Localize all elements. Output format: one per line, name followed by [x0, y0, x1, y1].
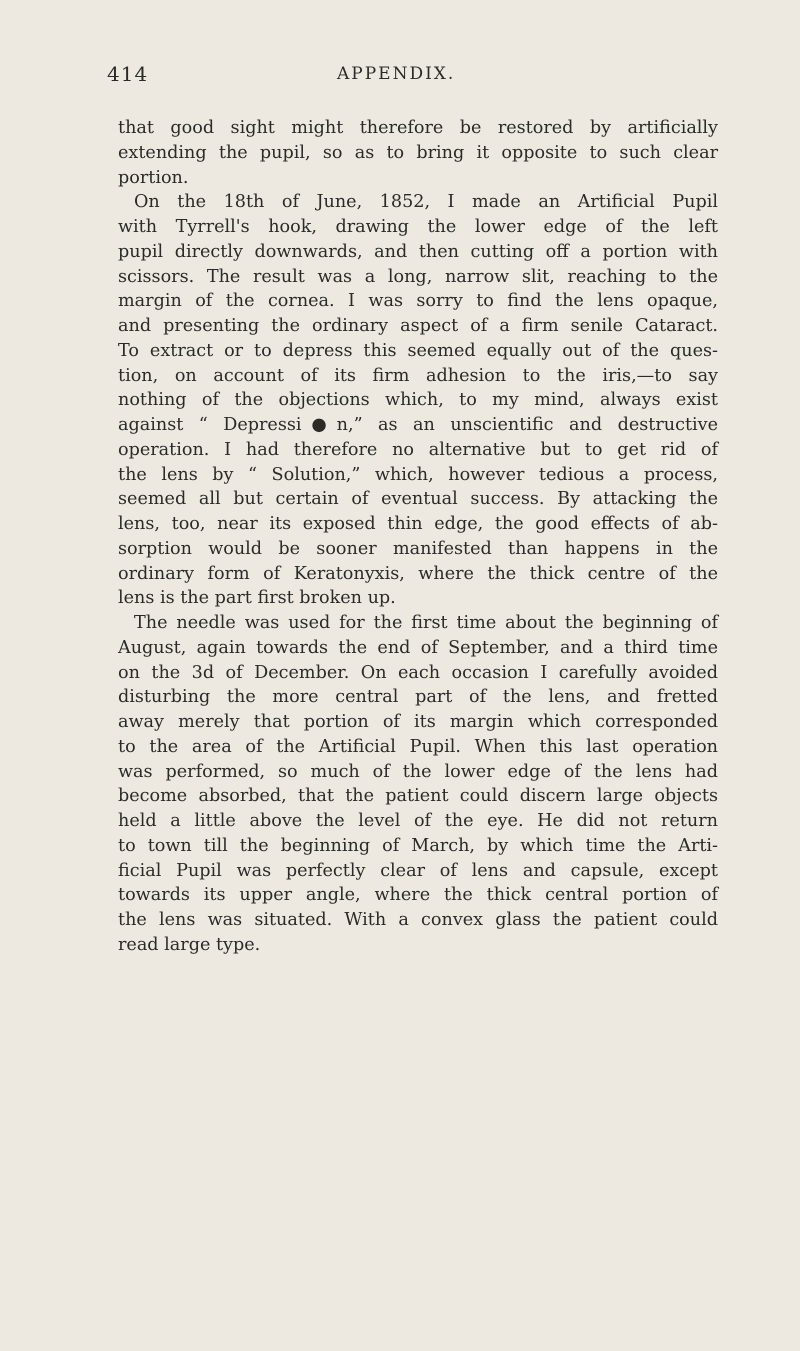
text-line: and presenting the ordinary aspect of a firm senile Cataract.: [118, 316, 718, 336]
running-head: APPENDIX.: [337, 64, 456, 84]
text-line: August, again towards the end of September, and a third time: [118, 637, 718, 658]
text-line: sorption would be sooner manifested than happens in the: [118, 538, 718, 559]
text-line: seemed all but certain of eventual success. By attacking the: [118, 489, 718, 510]
text-line: nothing of the objections which, to my mind, always exist: [118, 390, 718, 411]
text-line: To extract or to depress this seemed equally out of the ques-: [118, 340, 718, 361]
text-line: against “ Depressi●n,” as an unscientific and destructive: [118, 415, 718, 435]
text-line: scissors. The result was a long, narrow slit, reaching to the: [118, 266, 718, 287]
text-line: that good sight might therefore be restored by artificially: [118, 118, 718, 138]
text-line: The needle was used for the first time about the beginning of: [134, 613, 718, 633]
text-line: read large type.: [118, 934, 261, 955]
text-line: on the 3d of December. On each occasion I carefully avoided: [118, 662, 718, 683]
text-line: On the 18th of June, 1852, I made an Artificial Pupil: [134, 192, 718, 213]
text-line: ficial Pupil was perfectly clear of lens and capsule, except: [118, 860, 718, 881]
body-text: [118, 116, 718, 958]
text-line: to the area of the Artificial Pupil. When this last operation: [118, 736, 718, 757]
page-header: [107, 62, 707, 92]
page-number: 414: [107, 62, 149, 86]
text-line: become absorbed, that the patient could discern large objects: [118, 786, 718, 807]
text-line: extending the pupil, so as to bring it opposite to such clear: [118, 142, 718, 163]
text-line: lens, too, near its exposed thin edge, the good effects of ab-: [118, 514, 718, 534]
text-line: was performed, so much of the lower edge of the lens had: [118, 761, 718, 782]
text-line: tion, on account of its firm adhesion to the iris,—to say: [118, 365, 718, 386]
text-line: towards its upper angle, where the thick central portion of: [118, 885, 718, 906]
text-line: to town till the beginning of March, by which time the Arti-: [118, 835, 718, 856]
text-line: held a little above the level of the eye. He did not return: [118, 811, 718, 831]
text-line: portion.: [118, 167, 189, 188]
text-line: the lens by “ Solution,” which, however tedious a process,: [118, 464, 718, 485]
text-line: disturbing the more central part of the lens, and fretted: [118, 687, 718, 708]
text-line: margin of the cornea. I was sorry to find the lens opaque,: [118, 291, 718, 312]
text-line: with Tyrrell's hook, drawing the lower edge of the left: [118, 217, 718, 237]
text-line: pupil directly downwards, and then cutting off a portion with: [118, 241, 718, 262]
text-line: ordinary form of Keratonyxis, where the thick centre of the: [118, 563, 718, 584]
text-line: operation. I had therefore no alternative but to get rid of: [118, 439, 718, 460]
text-line: away merely that portion of its margin which corresponded: [118, 712, 718, 732]
text-line: lens is the part first broken up.: [118, 588, 396, 609]
text-line: the lens was situated. With a convex glass the patient could: [118, 910, 718, 930]
